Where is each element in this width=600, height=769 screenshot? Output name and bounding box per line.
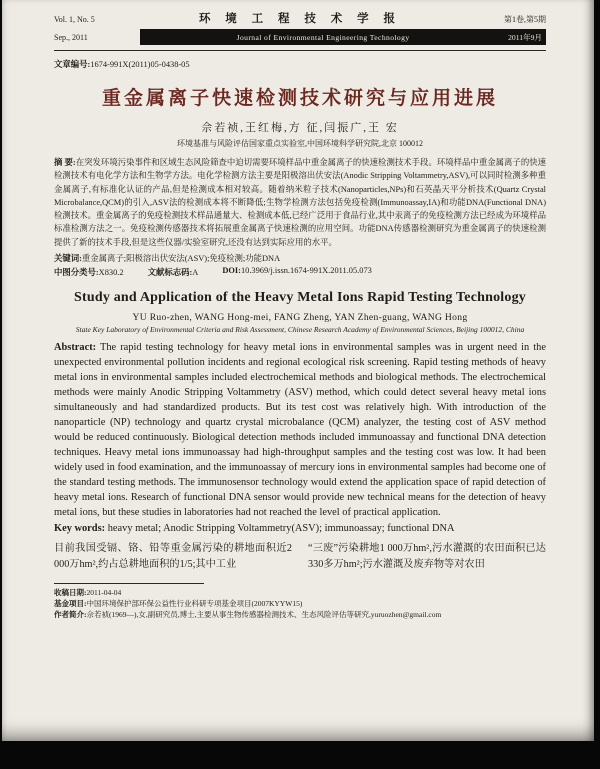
authors-en: YU Ruo-zhen, WANG Hong-mei, FANG Zheng, YAN Zhen-guang, WANG Hong [132,311,468,323]
affiliation-en: State Key Laboratory of Environmental Criteria and Risk Assessment, Chinese Research Academy of Environmental Sciences, Beijing 100012, China [75,324,525,334]
doi: DOI:10.3969/j.issn.1674-991X.2011.05.073 [222,265,372,275]
keywords-cn [54,252,546,264]
classification-line [54,266,546,278]
article-number-label: 文章编号: [54,60,91,69]
article-number-value: 1674-991X(2011)05-0438-05 [90,60,190,69]
masthead-row-1 [54,10,546,26]
body-column-right: “三废”污染耕地1 000万hm²,污水灌溉的农田面积已达330多万hm²;污水灌溉及废弃物等对农田 [308,542,546,571]
keywords-cn-text: 重金属离子;阳极溶出伏安法(ASV);免疫检测;功能DNA [81,253,281,263]
clc-number: 中图分类号:X830.2 [54,267,124,277]
masthead-row-2 [54,29,546,45]
body-columns [54,541,546,574]
volume-issue-en: Vol. 1, No. 5 [54,15,95,24]
masthead-rule [54,50,546,51]
issue-date-en: Sep., 2011 [54,32,88,42]
journal-banner [140,29,546,45]
abstract-en-label: Abstract: [54,341,97,353]
journal-masthead [54,10,546,51]
issue-date-cn: 2011年9月 [508,32,542,42]
received-date-line: 收稿日期:2011-04-04 [54,587,122,597]
footnotes [54,587,546,621]
footnote-separator [54,583,204,584]
abstract-en [54,341,546,521]
authors-cn: 佘若祯,王红梅,方 征,闫振广,王 宏 [201,122,399,134]
document-code: 文献标志码:A [147,267,199,277]
keywords-cn-label: 关键词: [54,253,82,263]
abstract-en-text: The rapid testing technology for heavy metal ions in environmental samples was in urgent need in the unexpected environmental pollution incidents and regional ecological risk screening. Rapid testing methods of heavy metal ions in environmental samples included electrochemical methods and biological methods. The electrochemical methods were mainly Anodic Stripping Voltammetry (ASV) method, which could detect several heavy metal ions simultaneously and had standardized products. But its test cost was relatively high. With introduction of the nanoparticle (NP) technology and quartz crystal microbalance (QCM) analyzer, the testing cost of ASV method would be reduced continuously. Biological detection methods included immunoassay and functional DNA detection techniques. Heavy metal ions immunoassay had high-throughput samples and the testing cost was low. It had been widely used in food examination, and the immunoassay of mercury ions in environmental samples had become one of the standard testing methods. The immunosensor technology would extend the application space of rapid detection of heavy metal ions. Research of functional DNA sensor would provide new technical means for the detection of heavy metal ions, but these studies in laboratories had not reached the level of practical application. [54,341,546,518]
keywords-en [54,523,546,534]
keywords-en-text: heavy metal; Anodic Stripping Voltammetry(ASV); immunoassay; functional DNA [107,522,455,534]
article-number-line [54,58,546,70]
scanned-paper-page [2,0,594,741]
article-title-cn: 重金属离子快速检测技术研究与应用进展 [101,88,498,109]
keywords-en-label: Key words: [54,522,106,534]
abstract-cn [54,156,546,249]
funding-line: 基金项目:中国环境保护部环保公益性行业科研专项基金项目(2007KYYW15) [54,599,303,609]
article-title-en: Study and Application of the Heavy Metal Ions Rapid Testing Technology [74,289,526,305]
journal-title-cn: 环 境 工 程 技 术 学 报 [198,13,402,25]
body-column-left: 目前我国受镉、铬、铅等重金属污染的耕地面积近2 000万hm²,约占总耕地面积的1/5;其中工业 [54,542,292,571]
journal-title-en: Journal of Environmental Engineering Technology [236,32,410,42]
abstract-cn-text: 在突发环境污染事件和区域生态风险筛查中迫切需要环境样品中重金属离子的快速检测技术手段。环境样品中重金属离子的快速检测技术有电化学方法和生物学方法。电化学检测方法主要是阳极溶出伏安法(Anodic Stripping Voltammetry,ASV),可以同时检测多种重金属离子,有标准化认证的产品,但是检测成本相对较高。随着纳米粒子技术(Nanoparticles,NPs)和石英晶天平分析技术(Quartz Crystal Microbalance,QCM)的引入,ASV法的检测成本将不断降低;生物学检测方法包括免疫检测(Immunoassay,IA)和功能DNA(Functional DNA)检测技术。重金属离子的免疫检测技术样品通量大、检测成本低,已经广泛用于食品行业,其中汞离子的免疫检测方法已经成为环境样品标准检测方法之一。免疫检测传感器技术将拓展重金属离子快速检测的应用空间。功能DNA传感器检测研究为重金属离子的快速检测提供了新的技术手段,但是这些仪器/实验室研究,还没有达到实际应用的水平。 [54,158,546,247]
abstract-cn-label: 摘 要: [54,158,76,167]
volume-issue-cn: 第1卷,第5期 [504,15,546,24]
affiliation-cn: 环境基准与风险评估国家重点实验室,中国环境科学研究院,北京 100012 [177,139,423,148]
author-bio-line: 作者简介:佘若祯(1969—),女,副研究员,博士,主要从事生物传感器检测技术、生态风险评估等研究,yuruozhen@gmail.com [54,610,442,620]
